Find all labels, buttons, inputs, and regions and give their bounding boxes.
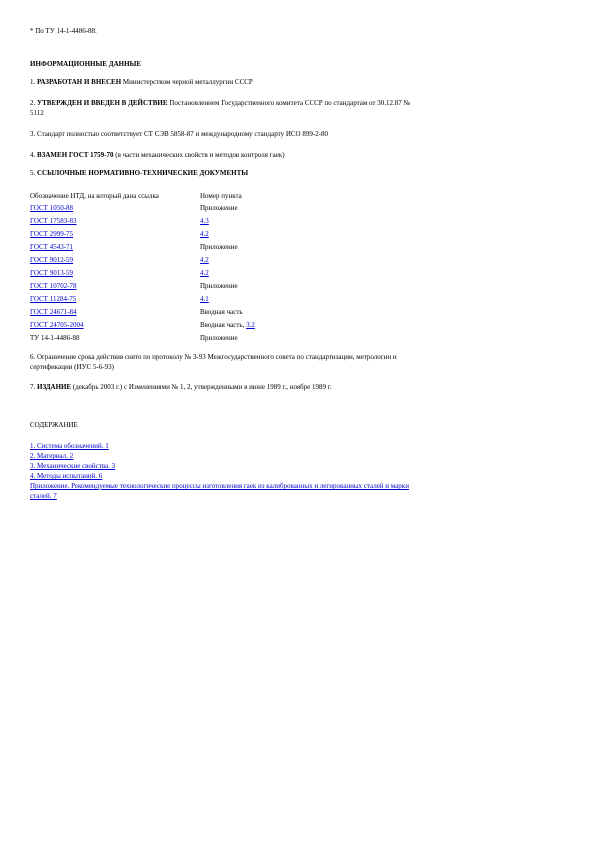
info-item-2-cont: 5112 [30, 109, 44, 117]
ref-name: ТУ 14-1-4486-88 [30, 334, 80, 342]
refs-header-item: Номер пункта [200, 192, 242, 200]
ref-name[interactable]: ГОСТ 24705-2004 [30, 321, 84, 329]
ref-name[interactable]: ГОСТ 4543-71 [30, 243, 74, 251]
toc-item-cont[interactable]: сталей. 7 [30, 492, 57, 500]
toc-item[interactable]: Приложение. Рекомендуемые технологические процессы изготовления гаек из калиброванных и легированных сталей и марки [30, 482, 409, 490]
ref-item[interactable]: 4.3 [200, 217, 209, 225]
toc-item[interactable]: 3. Механические свойства. 3 [30, 462, 116, 470]
ref-item[interactable]: 4.2 [200, 256, 209, 264]
ref-item[interactable]: 4.2 [200, 269, 209, 277]
info-item-6: 6. Ограничение срока действия снято по протоколу № 3-93 Межгосударственного совета по стандартизации, метрологии и [30, 353, 397, 361]
ref-name[interactable]: ГОСТ 24671-84 [30, 308, 77, 316]
ref-name[interactable]: ГОСТ 9012-59 [30, 256, 74, 264]
header-note: * По ТУ 14-1-4486-88. [30, 27, 97, 35]
toc-item[interactable]: 1. Система обозначений. 1 [30, 442, 109, 450]
info-item-3: 3. Стандарт полностью соответствует СТ СЭВ 5858-87 и международному стандарту ИСО 899-2-80 [30, 130, 329, 138]
refs-header-name: Обозначение НТД, на который дана ссылка [30, 192, 159, 200]
info-item-4: 4. ВЗАМЕН ГОСТ 1759-70 (в части механических свойств и методов контроля гаек) [30, 151, 285, 159]
ref-name[interactable]: ГОСТ 17583-83 [30, 217, 77, 225]
ref-item: Приложение [200, 204, 238, 212]
ref-name[interactable]: ГОСТ 1050-88 [30, 204, 74, 212]
toc-title: СОДЕРЖАНИЕ [30, 421, 78, 429]
ref-name[interactable]: ГОСТ 11284-75 [30, 295, 77, 303]
info-title: ИНФОРМАЦИОННЫЕ ДАННЫЕ [30, 60, 142, 68]
ref-name[interactable]: ГОСТ 9013-59 [30, 269, 74, 277]
ref-name[interactable]: ГОСТ 2999-75 [30, 230, 74, 238]
toc-item[interactable]: 2. Материал. 2 [30, 452, 74, 460]
info-item-5: 5. ССЫЛОЧНЫЕ НОРМАТИВНО-ТЕХНИЧЕСКИЕ ДОКУМЕНТЫ [30, 169, 249, 177]
ref-item: Приложение [200, 334, 238, 342]
ref-item: Приложение [200, 282, 238, 290]
ref-item[interactable]: 4.2 [200, 230, 209, 238]
info-item-7: 7. ИЗДАНИЕ (декабрь 2003 г.) с Изменениями № 1, 2, утвержденными в июне 1989 г., ноябре 1989 г. [30, 383, 332, 391]
ref-item-link[interactable]: 3.2 [246, 321, 255, 329]
ref-name[interactable]: ГОСТ 10702-78 [30, 282, 77, 290]
ref-item: Вводная часть, 3.2 [200, 321, 255, 329]
info-item-6-cont: сертификации (ИУС 5-6-93) [30, 363, 114, 371]
toc-item[interactable]: 4. Методы испытаний. 6 [30, 472, 103, 480]
info-item-2: 2. УТВЕРЖДЕН И ВВЕДЕН В ДЕЙСТВИЕ Постановлением Государственного комитета СССР по стандартам от 30.12.87 № [30, 99, 411, 107]
ref-item: Приложение [200, 243, 238, 251]
info-item-1: 1. РАЗРАБОТАН И ВНЕСЕН Министерством черной металлургии СССР [30, 78, 253, 86]
ref-item: Вводная часть [200, 308, 243, 316]
ref-item[interactable]: 4.1 [200, 295, 209, 303]
